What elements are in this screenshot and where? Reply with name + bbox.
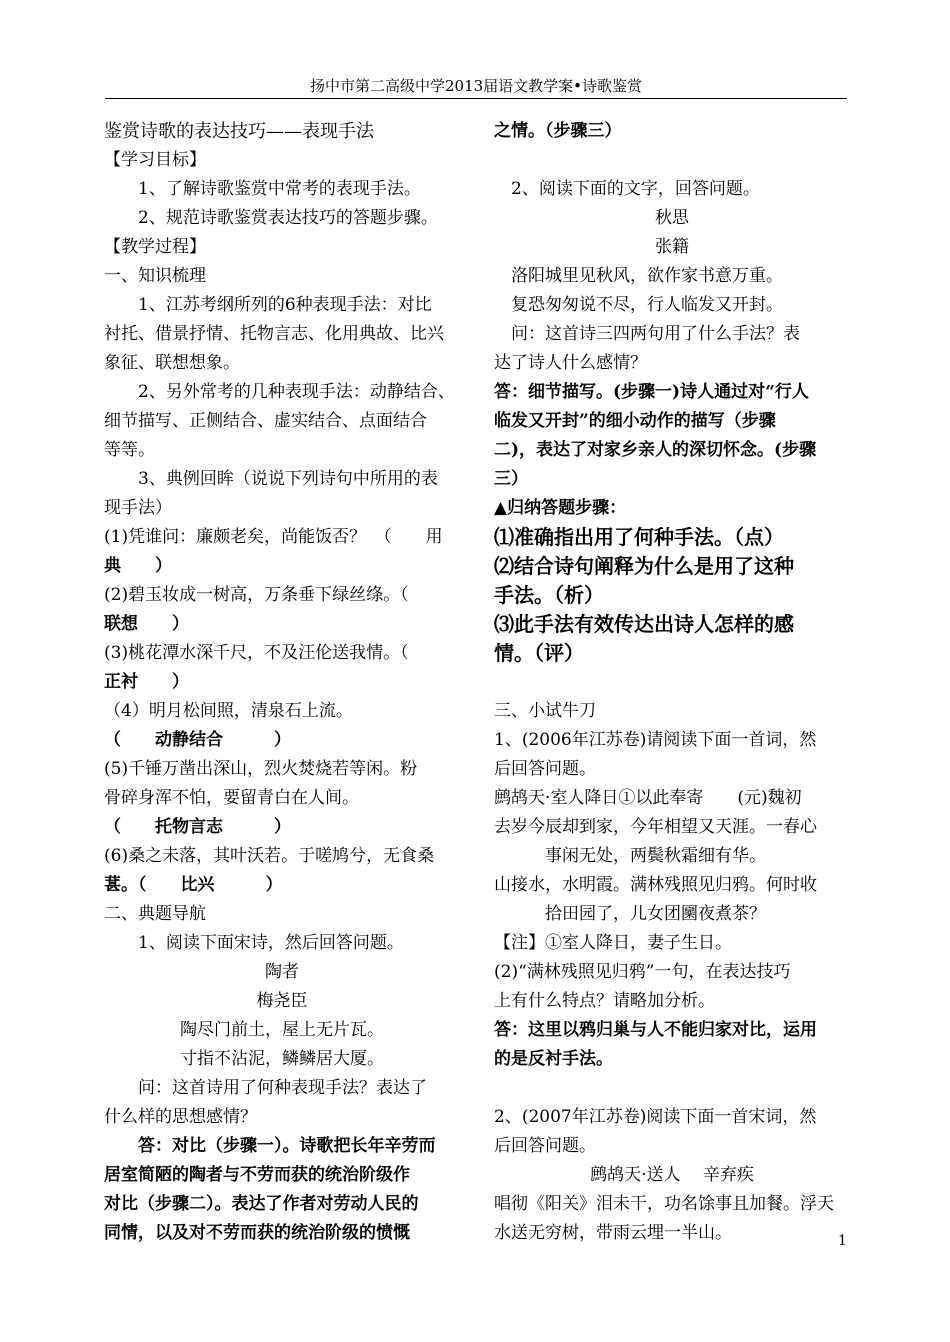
text-line: (5)千锤万凿出深山，烈火焚烧若等闲。粉 (104, 759, 418, 779)
blank-line (494, 146, 850, 175)
text-line: 1、(2006年江苏卷)请阅读下面一首词，然 (494, 730, 817, 750)
answer-line: 三） (494, 469, 528, 489)
answer-line: 答：这里以鸦归巢与人不能归家对比，运用 (494, 1020, 817, 1040)
answer-line: 同情，以及对不劳而获的统治阶级的愤慨 (104, 1223, 410, 1243)
question-line: 问：这首诗三四两句用了什么手法？表 (494, 324, 800, 344)
poem-author: 张籍 (655, 237, 689, 257)
section-heading: 三、小试牛刀 (494, 701, 596, 721)
summary-step: ⑴准确指出用了何种手法。（点） (494, 525, 784, 549)
poem-line: 事闲无处，两鬓秋霜细有华。 (494, 846, 766, 866)
answer-line: 葚。（ 比兴 ） (104, 875, 283, 895)
summary-step: 情。（评） (494, 641, 584, 665)
text-line: 2、规范诗歌鉴赏表达技巧的答题步骤。 (104, 208, 438, 228)
left-column (104, 117, 460, 1248)
question-line: (2)“满林残照见归鸦”一句，在表达技巧 (494, 962, 791, 982)
note-line: 【注】①室人降日，妻子生日。 (494, 933, 732, 953)
text-line: 后回答问题。 (494, 1136, 596, 1156)
text-line: 象征、联想想象。 (104, 353, 240, 373)
summary-heading: ▲归纳答题步骤： (494, 498, 627, 518)
page-number: 1 (838, 1233, 847, 1249)
text-line: 1、了解诗歌鉴赏中常考的表现手法。 (104, 179, 421, 199)
answer-line: 正衬 ） (104, 672, 189, 692)
text-line: 骨碎身浑不怕，要留青白在人间。 (104, 788, 359, 808)
poem-line: 去岁今辰却到家，今年相望又天涯。一春心 (494, 817, 817, 837)
text-line: 2、阅读下面的文字，回答问题。 (494, 179, 760, 199)
text-line: 后回答问题。 (494, 759, 596, 779)
text-line: 2、另外常考的几种表现手法：动静结合、 (104, 382, 455, 402)
answer-line: 联想 ） (104, 614, 189, 634)
answer-line: 答：细节描写。(步骤一)诗人通过对“行人 (494, 382, 809, 402)
question-line: 问：这首诗用了何种表现手法？表达了 (104, 1078, 427, 1098)
poem-author: 梅尧臣 (256, 991, 308, 1011)
poem-title: 陶者 (265, 962, 299, 982)
header-rule (105, 98, 847, 99)
text-line: 现手法） (104, 498, 172, 518)
answer-line: 居室简陋的陶者与不劳而获的统治阶级作 (104, 1165, 410, 1185)
summary-step: 手法。（析） (494, 583, 604, 607)
question-line: 什么样的思想感情？ (104, 1107, 257, 1127)
answer-line: （ 托物言志 ） (104, 817, 291, 837)
answer-line: （ 动静结合 ） (104, 730, 291, 750)
poem-line: 寸指不沾泥，鳞鳞居大厦。 (180, 1049, 384, 1069)
poem-line: 洛阳城里见秋风，欲作家书意万重。 (494, 266, 783, 286)
answer-line: 典 ） (104, 556, 172, 576)
right-column (494, 117, 850, 1248)
text-line: (2)碧玉妆成一树高，万条垂下绿丝绦。（ (104, 585, 409, 605)
answer-line: 答：对比（步骤一）。诗歌把长年辛劳而 (104, 1136, 436, 1156)
poem-line: 唱彻《阳关》泪未干，功名馀事且加餐。浮天 (494, 1194, 834, 1214)
answer-line: 的是反衬手法。 (494, 1049, 613, 1069)
text-line: 1、江苏考纲所列的6种表现手法：对比 (104, 295, 432, 315)
answer-line: 之情。（步骤三） (494, 121, 622, 141)
text-line: （4）明月松间照，清泉石上流。 (104, 701, 353, 721)
page-header: 扬中市第二高级中学2013届语文教学案•诗歌鉴赏 (309, 77, 643, 95)
section-heading: 二、典题导航 (104, 904, 206, 924)
text-line: 衬托、借景抒情、托物言志、化用典故、比兴 (104, 324, 444, 344)
poem-line: 拾田园了，儿女团圞夜煮茶？ (494, 904, 766, 924)
text-line: (3)桃花潭水深千尺，不及汪伦送我情。（ (104, 643, 409, 663)
poem-line: 复恐匆匆说不尽，行人临发又开封。 (494, 295, 783, 315)
text-line: 2、(2007年江苏卷)阅读下面一首宋词，然 (494, 1107, 817, 1127)
text-line: 3、典例回眸（说说下列诗句中所用的表 (104, 469, 438, 489)
text-line: 1、阅读下面宋诗，然后回答问题。 (104, 933, 404, 953)
answer-line: 对比（步骤二）。表达了作者对劳动人民的 (104, 1194, 419, 1214)
question-line: 上有什么特点？请略加分析。 (494, 991, 715, 1011)
poem-line: 山接水，水明霞。满林残照见归鸦。何时收 (494, 875, 817, 895)
answer-line: 临发又开封”的细小动作的描写（步骤 (494, 411, 776, 431)
answer-line: 二)，表达了对家乡亲人的深切怀念。(步骤 (494, 440, 817, 460)
question-line: 达了诗人什么感情？ (494, 353, 647, 373)
text-line: (1)凭谁问：廉颇老矣，尚能饭否？ （ 用 (104, 527, 443, 547)
poem-line: 水送无穷树，带雨云埋一半山。 (494, 1223, 732, 1243)
doc-title: 鉴赏诗歌的表达技巧——表现手法 (104, 121, 374, 142)
section-heading: 【学习目标】 (104, 150, 206, 170)
text-line: (6)桑之未落，其叶沃若。于嗟鸠兮，无食桑 (104, 846, 435, 866)
poem-title: 秋思 (655, 208, 689, 228)
poem-title: 鹧鸪天·室人降日①以此奉寄 (元)魏初 (494, 788, 802, 808)
summary-step: ⑵结合诗句阐释为什么是用了这种 (494, 554, 794, 578)
text-line: 等等。 (104, 440, 155, 460)
section-heading: 【教学过程】 (104, 237, 206, 257)
blank-line (494, 1074, 850, 1103)
summary-step: ⑶此手法有效传达出诗人怎样的感 (494, 612, 794, 636)
poem-line: 陶尽门前土，屋上无片瓦。 (180, 1020, 384, 1040)
section-heading: 一、知识梳理 (104, 266, 206, 286)
poem-title: 鹧鸪天·送人 辛弃疾 (590, 1165, 754, 1185)
blank-line (494, 668, 850, 697)
text-line: 细节描写、正侧结合、虚实结合、点面结合 (104, 411, 427, 431)
